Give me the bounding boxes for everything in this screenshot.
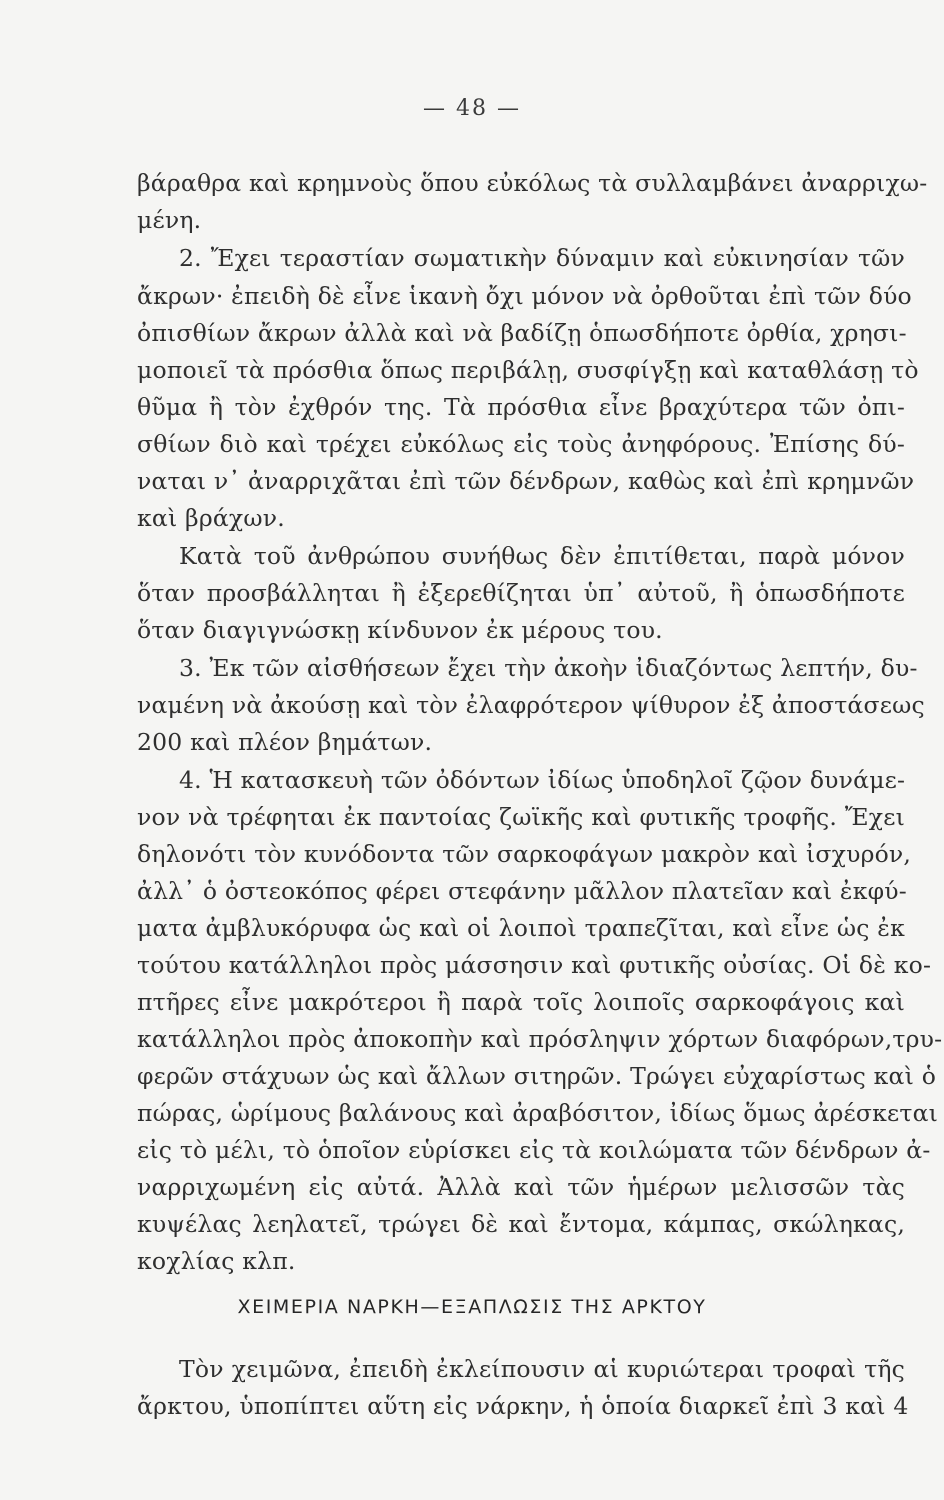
text-line: 4. Ἡ κατασκευὴ τῶν ὀδόντων ἰδίως ὑποδηλοῖ ζῷον δυνάμε- <box>179 766 906 794</box>
text-line: ἄκρων· ἐπειδὴ δὲ εἶνε ἱκανὴ ὄχι μόνον νὰ ὀρθοῦται ἐπὶ τῶν δύο <box>137 282 912 310</box>
text-line: Τὸν χειμῶνα, ἐπειδὴ ἐκλείπουσιν αἱ κυριώτεραι τροφαὶ τῆς <box>179 1355 905 1383</box>
text-line: ναται ν᾽ ἀναρριχᾶται ἐπὶ τῶν δένδρων, καθὼς καὶ ἐπὶ κρημνῶν <box>137 467 915 495</box>
text-line: πώρας, ὡρίμους βαλάνους καὶ ἀραβόσιτον, ἰδίως ὅμως ἀρέσκεται <box>137 1099 939 1127</box>
text-line: Κατὰ τοῦ ἀνθρώπου συνήθως δὲν ἐπιτίθεται, παρὰ μόνον <box>179 542 905 570</box>
text-line: κυψέλας λεηλατεῖ, τρώγει δὲ καὶ ἔντομα, κάμπας, σκώληκας, <box>137 1210 905 1238</box>
text-line: νον νὰ τρέφηται ἐκ παντοίας ζωϊκῆς καὶ φυτικῆς τροφῆς. Ἔχει <box>137 803 905 831</box>
text-line: ὅταν προσβάλληται ἢ ἐξερεθίζηται ὑπ᾽ αὐτοῦ, ἢ ὁπωσδήποτε <box>137 579 905 607</box>
text-line: 2. Ἔχει τεραστίαν σωματικὴν δύναμιν καὶ εὐκινησίαν τῶν <box>179 244 905 272</box>
text-line: εἰς τὸ μέλι, τὸ ὁποῖον εὑρίσκει εἰς τὰ κοιλώματα τῶν δένδρων ἀ- <box>137 1136 931 1164</box>
text-line: θῦμα ἢ τὸν ἐχθρόν της. Τὰ πρόσθια εἶνε βραχύτερα τῶν ὀπι- <box>137 393 905 421</box>
text-line: δηλονότι τὸν κυνόδοντα τῶν σαρκοφάγων μακρὸν καὶ ἰσχυρόν, <box>137 840 912 868</box>
section-heading: ΧΕΙΜΕΡΙΑ ΝΑΡΚΗ—ΕΞΑΠΛΩΣΙΣ ΤΗΣ ΑΡΚΤΟΥ <box>237 1296 707 1318</box>
text-line: κατάλληλοι πρὸς ἀποκοπὴν καὶ πρόσληψιν χόρτων διαφόρων,τρυ- <box>137 1025 943 1053</box>
text-line: ματα ἀμβλυκόρυφα ὡς καὶ οἱ λοιποὶ τραπεζῖται, καὶ εἶνε ὡς ἐκ <box>137 914 905 942</box>
text-line: ὀπισθίων ἄκρων ἀλλὰ καὶ νὰ βαδίζῃ ὁπωσδήποτε ὀρθία, χρησι- <box>137 319 907 347</box>
text-line: μοποιεῖ τὰ πρόσθια ὅπως περιβάλῃ, συσφίγξῃ καὶ καταθλάσῃ τὸ <box>137 356 919 384</box>
text-line: 200 καὶ πλέον βημάτων. <box>137 728 433 756</box>
text-line: καὶ βράχων. <box>137 504 285 532</box>
text-line: ἀλλ᾽ ὁ ὀστεοκόπος φέρει στεφάνην μᾶλλον πλατεῖαν καὶ ἐκφύ- <box>137 877 907 905</box>
text-line: κοχλίας κλπ. <box>137 1247 296 1275</box>
text-line: 3. Ἐκ τῶν αἰσθήσεων ἔχει τὴν ἀκοὴν ἰδιαζόντως λεπτήν, δυ- <box>179 654 918 682</box>
text-line: τούτου κατάλληλοι πρὸς μάσσησιν καὶ φυτικῆς οὐσίας. Οἱ δὲ κο- <box>137 951 932 979</box>
text-line: ὅταν διαγιγνώσκῃ κίνδυνον ἐκ μέρους του. <box>137 616 663 644</box>
page-number: — 48 — <box>423 96 521 121</box>
text-line: φερῶν στάχυων ὡς καὶ ἄλλων σιτηρῶν. Τρώγει εὐχαρίστως καὶ ὁ <box>137 1062 937 1090</box>
text-line: ναμένη νὰ ἀκούσῃ καὶ τὸν ἐλαφρότερον ψίθυρον ἐξ ἀποστάσεως <box>137 691 925 719</box>
text-line: μένη. <box>137 206 202 234</box>
text-line: ἄρκτου, ὑποπίπτει αὕτη εἰς νάρκην, ἡ ὁποία διαρκεῖ ἐπὶ 3 καὶ 4 <box>137 1392 909 1420</box>
text-line: βάραθρα καὶ κρημνοὺς ὅπου εὐκόλως τὰ συλλαμβάνει ἀναρριχω- <box>137 169 928 197</box>
text-line: σθίων διὸ καὶ τρέχει εὐκόλως εἰς τοὺς ἀνηφόρους. Ἐπίσης δύ- <box>137 430 905 458</box>
text-line: ναρριχωμένη εἰς αὐτά. Ἀλλὰ καὶ τῶν ἡμέρων μελισσῶν τὰς <box>137 1173 905 1201</box>
text-line: πτῆρες εἶνε μακρότεροι ἢ παρὰ τοῖς λοιποῖς σαρκοφάγοις καὶ <box>137 988 905 1016</box>
